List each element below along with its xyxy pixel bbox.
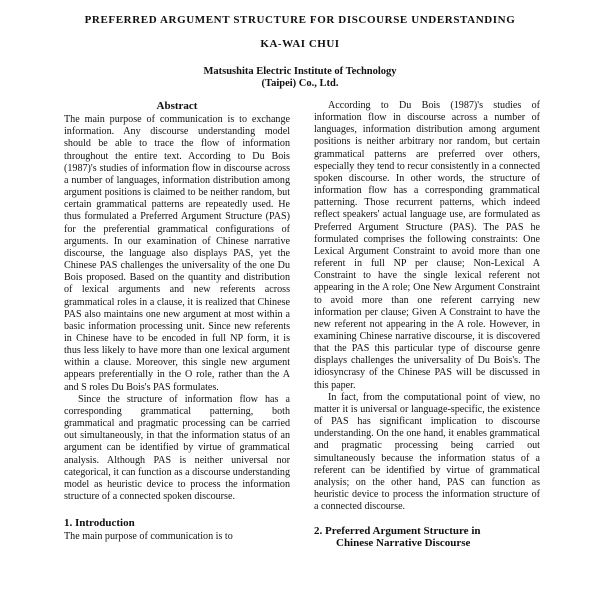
abstract-paragraph-1: The main purpose of communication is to exchange information. Any discourse understanding model should be able to trace the flow of information throughout the entire text. According to Du Bois (1987)'s studies of information flow in discourse across a number of languages, information distribution among argument positions is claimed to be neither random, but certain grammatical patterns are repeatedly used. He thus formulated a Preferred Argument Structure (PAS) for the preferential grammatical configurations of arguments. In our examination of Chinese narrative discourse, the language also displays PAS, yet the Chinese PAS challenges the universality of the one Du Bois proposed. Based on the quantity and distribution of lexical arguments and new referents across grammatical roles in a clause, it is realized that Chinese PAS also maintains one new argument at most within a basic information processing unit. Since new referents in Chinese have to be encoded in full NP form, it is thus less likely to have more than one lexical argument within a clause. Moreover, this single new argument appears preferentially in the O role, rather than the A and S roles Du Bois's PAS formulates.: [64, 114, 290, 393]
paper-author: KA-WAI CHUI: [260, 38, 340, 50]
paper-title: PREFERRED ARGUMENT STRUCTURE FOR DISCOURSE UNDERSTANDING: [84, 14, 516, 26]
left-column: [64, 100, 290, 543]
section-2-heading-line-2: Chinese Narrative Discourse: [336, 537, 471, 550]
right-paragraph-1: According to Du Bois (1987)'s studies of information flow in discourse across a number of languages, information distribution among argument positions is neither arbitrary nor random, but certain grammatical patterns are preferred over others, especially they tend to recur consistently in a connected spoken discourse. In other words, the structure of information flow has a corresponding grammatical patterning. Those recurrent patterns, which indeed reflect speakers' actual language use, are formulated as Preferred Argument Structure (PAS). The PAS he formulated comprises the following constraints: One Lexical Argument Constraint to avoid more than one referent in full NP per clause; Non-Lexical A Constraint to have the single lexical referent not appearing in the A role; One New Argument Constraint to avoid more than one referent carrying new information per clause; Given A Constraint to have the new referent not appearing in the A role. However, in examining Chinese narrative discourse, it is discovered that the PAS this particular type of discourse genre displays challenges the universality of Du Bois's. The idiosyncrasy of the Chinese PAS will be discussed in this paper.: [314, 100, 540, 391]
affiliation-line-1: Matsushita Electric Institute of Technology: [203, 66, 397, 77]
section-2-heading: [314, 525, 540, 549]
abstract-paragraph-2: Since the structure of information flow has a corresponding grammatical patterning, both grammatical and pragmatic processing can be carried out simultaneously, in that the information status of an argument can be identified by virtue of grammatical analysis. Although PAS is neither universal nor categorical, it can function as a discourse understanding model as heuristic device to process the information structure of a connected spoken discourse.: [64, 393, 290, 502]
section-1-heading: 1. Introduction: [64, 517, 135, 530]
right-paragraph-2: In fact, from the computational point of view, no matter it is universal or language-specific, the existence of PAS has significant implication to discourse understanding. On the one hand, it enables grammatical and pragmatic processing being carried out simultaneously because the information status of a referent can be identified by virtue of grammatical analysis; on the other hand, PAS can function as heuristic device to process the information structure of a connected discourse.: [314, 391, 540, 513]
paper-affiliation: [0, 66, 600, 90]
section-1-text: The main purpose of communication is to: [64, 531, 233, 543]
section-2-heading-line-1: 2. Preferred Argument Structure in: [314, 525, 481, 538]
abstract-heading: Abstract: [156, 100, 198, 112]
right-column: [314, 100, 540, 552]
affiliation-line-2: (Taipei) Co., Ltd.: [261, 78, 339, 89]
